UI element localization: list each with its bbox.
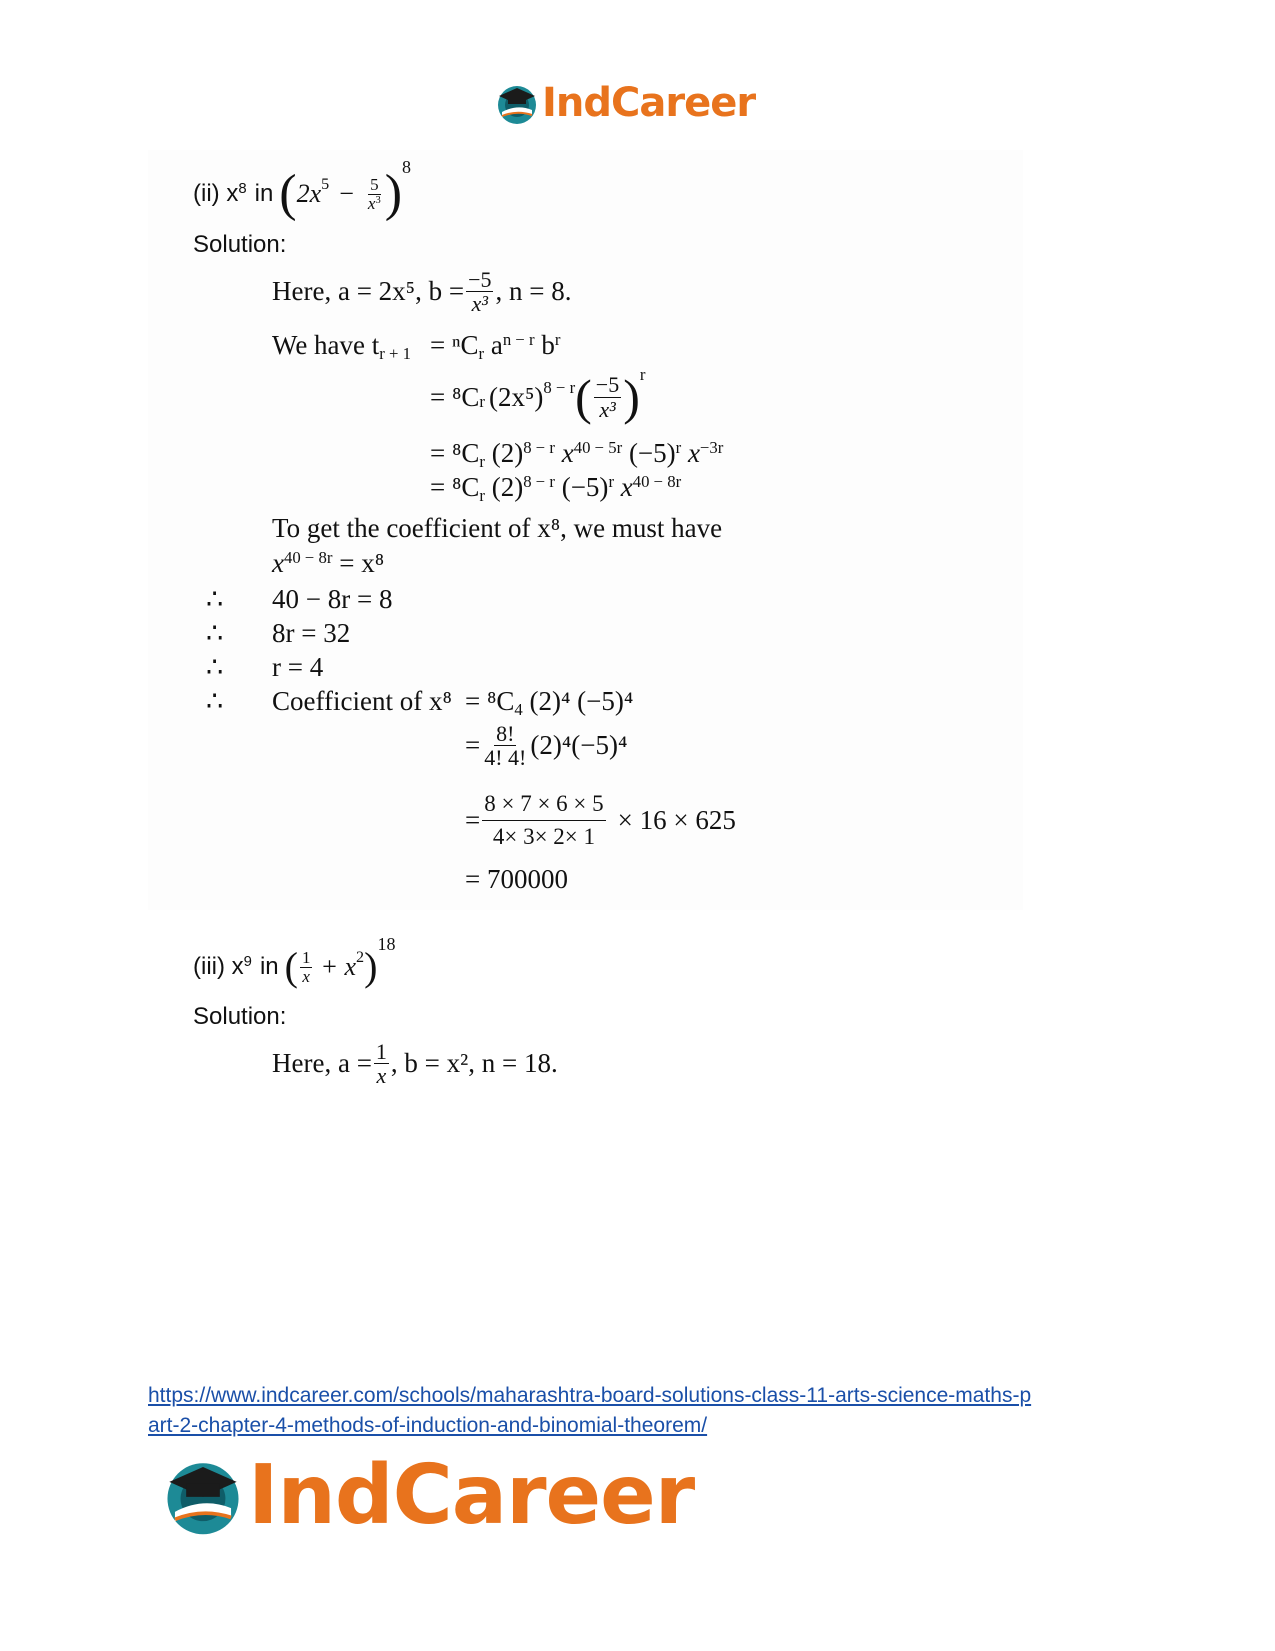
graduation-cap-globe-icon <box>494 80 540 126</box>
therefore-symbol-3: ∴ <box>206 652 224 682</box>
solution-ii-here: Here, a = 2x⁵, b = $\frac{-5}{\text{x³}}$ , n = 8. <box>272 267 572 317</box>
solution-ii-result: = 700000 <box>465 864 568 894</box>
therefore-symbol-4: ∴ <box>206 686 224 716</box>
solution-ii-line1: = ⁿC$_r$ $a^{n - r}$ $b^r$ <box>430 329 561 364</box>
solution-ii-toget: To get the coefficient of x⁸, we must have <box>272 513 723 543</box>
therefore-symbol-2: ∴ <box>206 618 224 648</box>
solution-ii-line3: = $^8C_r$ $(2)^{8 - r}$ $x^{40 - 5r}$ $(-5)^r$ $x^{-3r}$ <box>430 437 724 472</box>
solution-iii-here: Here, a = $\frac{1}{x}$ , b = x², n = 18. <box>272 1039 558 1089</box>
question-ii-solution-label: Solution: <box>193 231 287 258</box>
footer-brand-text: IndCareer <box>248 1447 695 1543</box>
question-iii-label: (iii) x <box>193 953 244 980</box>
solution-ii-xeq: $x^{40 - 8r} = x^8$ <box>272 547 385 578</box>
source-link[interactable] <box>148 1381 1148 1441</box>
solution-ii-step2: 8r = 32 <box>272 618 351 648</box>
header-brand-text: IndCareer <box>542 80 756 126</box>
footer-logo <box>160 1447 695 1543</box>
question-iii-solution-label: Solution: <box>193 1003 287 1030</box>
question-iii-in: in <box>259 953 279 980</box>
solution-ii-line2: = ⁸C $_r$ (2x⁵) $^{8 - r}$ ( $\frac{-5}{\text{x³}}$ ) $^r$ <box>430 365 646 425</box>
solution-ii-coef-line2: = $\frac{8!}{4! 4!}$ (2)⁴(−5)⁴ <box>465 721 628 771</box>
solution-ii-wehave: We have $t_{r + 1}$ <box>272 330 412 364</box>
question-iii-heading: (iii) x $^9$ in ( $\frac{1}{x}$ + x $^2$ ) $^{18}$ <box>193 933 396 989</box>
question-ii-expression: ( 2x $^5$ − $\frac{5}{x^3}$ ) <box>279 165 403 222</box>
source-link-line1[interactable]: https://www.indcareer.com/schools/maharashtra-board-solutions-class-11-arts-science-maths-p <box>148 1384 1032 1407</box>
header-logo <box>494 78 755 128</box>
solution-ii-coef-label: Coefficient of x⁸ <box>272 686 452 716</box>
question-ii-in: in <box>254 180 274 207</box>
source-link-line2[interactable]: art-2-chapter-4-methods-of-induction-and-binomial-theorem/ <box>148 1414 708 1437</box>
solution-ii-step3: r = 4 <box>272 652 324 682</box>
solution-ii-coef-line1: = $^8C_4$ (2)⁴ (−5)⁴ <box>465 686 634 720</box>
therefore-symbol-1: ∴ <box>206 584 224 614</box>
solution-ii-coef-line3: = $\frac{8 \times 7 \times 6 \times 5}{4\times 3\times 2\times 1}$ × 16 × 625 <box>465 791 736 850</box>
graduation-cap-globe-icon <box>160 1452 246 1538</box>
question-ii-label: (ii) x <box>193 180 239 207</box>
question-ii-heading: (ii) x $^8$ in ( 2x $^5$ − $\frac{5}{x^3}$ ) <box>193 168 411 220</box>
solution-ii-step1: 40 − 8r = 8 <box>272 584 393 614</box>
question-iii-expression: ( $\frac{1}{x}$ + x $^2$ ) $^{18}$ <box>284 933 396 989</box>
solution-ii-line4: = $^8C_r$ $(2)^{8 - r}$ $(-5)^r$ $x^{40 - 8r}$ <box>430 471 682 506</box>
